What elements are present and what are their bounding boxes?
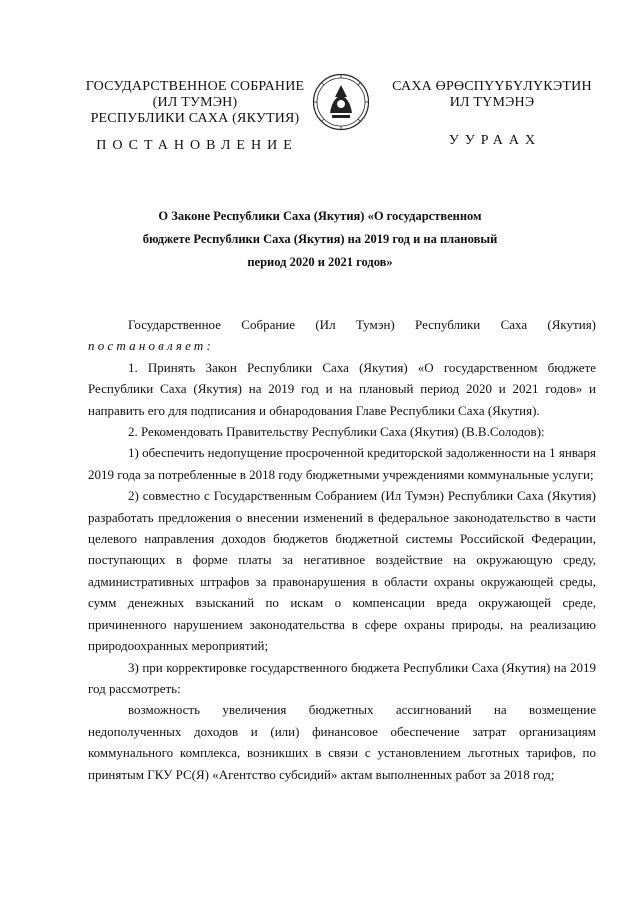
paragraph-3: 1) обеспечить недопущение просроченной кредиторской задолженности на 1 января 2019 года за потребленные в 2018 году бюджетными учреждениями коммунальные услуги; [88, 445, 596, 482]
header-left-org-name [84, 79, 306, 127]
intro-paragraph [88, 314, 596, 335]
header-left-line: (ИЛ ТУМЭН) [152, 95, 238, 110]
document-title [80, 205, 560, 274]
paragraph-2: 2. Рекомендовать Правительству Республики Саха (Якутия) (В.В.Солодов): [128, 424, 545, 440]
header-right-org-name [382, 79, 602, 111]
header-left-line: РЕСПУБЛИКИ САХА (ЯКУТИЯ) [90, 111, 300, 126]
doc-type-right: УУРААХ [448, 133, 542, 148]
paragraph-5: 3) при корректировке государственного бюджета Республики Саха (Якутия) на 2019 год рассмотреть: [88, 659, 596, 696]
header-left-line: ГОСУДАРСТВЕННОЕ СОБРАНИЕ [85, 79, 305, 94]
title-line: период 2020 и 2021 годов» [247, 255, 393, 269]
doc-type-left: ПОСТАНОВЛЕНИЕ [96, 138, 298, 153]
header-right-line: САХА ӨРӨСПҮҮБҮЛҮКЭТИН [392, 79, 592, 94]
decision-word: постановляет: [88, 338, 215, 354]
intro-text: Государственное Собрание (Ил Тумэн) Республики Саха (Якутия) [128, 317, 596, 332]
document-body [88, 314, 596, 785]
paragraph-6: возможность увеличения бюджетных ассигнований на возмещение недополученных доходов и (или) финансовое обеспечение затрат организациям коммунального комплекса, возникших в связи с установлением льготных тарифов, по принятым ГКУ РС(Я) «Агентство субсидий» актам выполненных работ за 2018 год; [88, 702, 596, 782]
title-line: О Законе Республики Саха (Якутия) «О государственном [158, 209, 482, 223]
paragraph-1: 1. Принять Закон Республики Саха (Якутия) «О государственном бюджете Республики Саха (Якутия) на 2019 год и на плановый период 2020 и 2021 годов» и направить его для подписания и обнародования Главе Республики Саха (Якутия). [88, 359, 596, 418]
coat-of-arms-emblem [312, 73, 370, 131]
paragraph-4: 2) совместно с Государственным Собранием (Ил Тумэн) Республики Саха (Якутия) разработать предложения о внесении изменений в федеральное законодательство в части целевого направления доходов бюджетов бюджетной системы Российской Федерации, поступающих в форме платы за негативное воздействие на окружающую среду, административных штрафов за правонарушения в области охраны окружающей среды, сумм денежных взысканий по искам о компенсации вреда окружающей среде, причиненного нарушением законодательства в сфере охраны природы, на реализацию природоохранных мероприятий; [88, 488, 596, 654]
header-right-line: ИЛ ТҮМЭНЭ [449, 95, 535, 110]
title-line: бюджете Республики Саха (Якутия) на 2019 год и на плановый [142, 232, 498, 246]
